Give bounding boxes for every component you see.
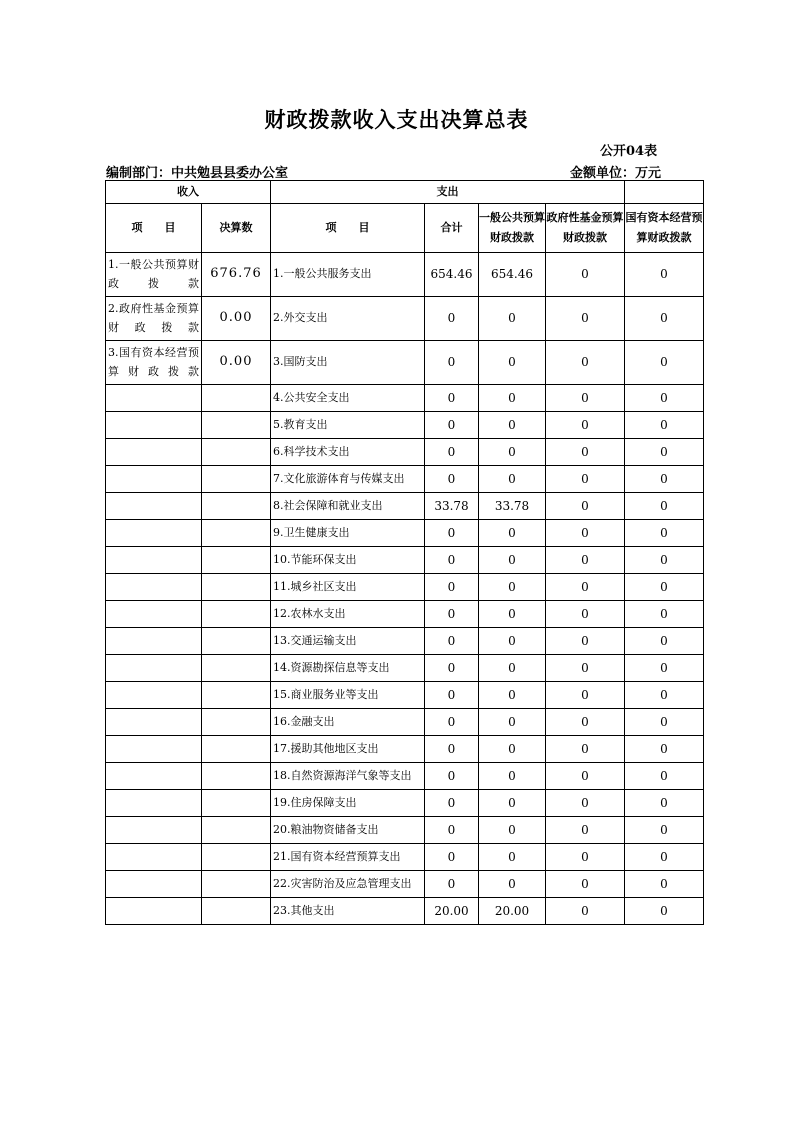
expense-gov-fund: 0 (546, 574, 625, 601)
expense-general-budget: 0 (479, 466, 546, 493)
empty-income-cell (106, 385, 202, 412)
expense-total: 0 (425, 871, 479, 898)
expense-state-capital: 0 (625, 547, 704, 574)
expense-header: 支出 (271, 181, 625, 204)
expense-total: 0 (425, 547, 479, 574)
expense-state-capital: 0 (625, 297, 704, 341)
expense-general-budget: 0 (479, 736, 546, 763)
expense-item-name: 8.社会保障和就业支出 (271, 493, 425, 520)
empty-income-cell (106, 655, 202, 682)
empty-income-value-cell (202, 844, 271, 871)
expense-gov-fund: 0 (546, 297, 625, 341)
expense-gov-fund: 0 (546, 520, 625, 547)
income-item-value: 0.00 (202, 341, 271, 385)
empty-income-value-cell (202, 466, 271, 493)
empty-income-cell (106, 412, 202, 439)
expense-general-budget: 0 (479, 439, 546, 466)
expense-state-capital: 0 (625, 682, 704, 709)
header-row-columns (106, 204, 704, 253)
empty-income-cell (106, 601, 202, 628)
expense-state-capital: 0 (625, 412, 704, 439)
income-item-name: 3.国有资本经营预算财政拨款 (106, 341, 202, 385)
empty-income-cell (106, 547, 202, 574)
expense-gov-fund: 0 (546, 844, 625, 871)
empty-income-value-cell (202, 601, 271, 628)
empty-income-value-cell (202, 385, 271, 412)
expense-general-budget: 0 (479, 297, 546, 341)
expense-state-capital: 0 (625, 601, 704, 628)
expense-state-capital: 0 (625, 493, 704, 520)
table-row (106, 385, 704, 412)
empty-income-cell (106, 844, 202, 871)
expense-gov-fund: 0 (546, 709, 625, 736)
table-row (106, 790, 704, 817)
table-row (106, 574, 704, 601)
total-header: 合计 (425, 204, 479, 253)
expense-state-capital: 0 (625, 655, 704, 682)
expense-gov-fund: 0 (546, 790, 625, 817)
expense-state-capital: 0 (625, 574, 704, 601)
expense-state-capital: 0 (625, 898, 704, 925)
expense-total: 0 (425, 601, 479, 628)
expense-gov-fund: 0 (546, 898, 625, 925)
expense-general-budget: 0 (479, 682, 546, 709)
expense-state-capital: 0 (625, 871, 704, 898)
form-number: 公开04表 (600, 144, 658, 159)
table-row (106, 763, 704, 790)
expense-state-capital: 0 (625, 736, 704, 763)
expense-gov-fund: 0 (546, 871, 625, 898)
expense-general-budget: 0 (479, 844, 546, 871)
table-row (106, 412, 704, 439)
expense-general-budget: 33.78 (479, 493, 546, 520)
blank-header-cell (625, 181, 704, 204)
expense-item-name: 14.资源勘探信息等支出 (271, 655, 425, 682)
table-row (106, 466, 704, 493)
expense-gov-fund: 0 (546, 253, 625, 297)
expense-item-name: 4.公共安全支出 (271, 385, 425, 412)
expense-item-name: 21.国有资本经营预算支出 (271, 844, 425, 871)
expense-item-name: 1.一般公共服务支出 (271, 253, 425, 297)
expense-state-capital: 0 (625, 520, 704, 547)
empty-income-value-cell (202, 790, 271, 817)
expense-general-budget: 0 (479, 341, 546, 385)
expense-total: 0 (425, 844, 479, 871)
expense-item-name: 5.教育支出 (271, 412, 425, 439)
empty-income-value-cell (202, 763, 271, 790)
expense-total: 0 (425, 628, 479, 655)
empty-income-value-cell (202, 493, 271, 520)
expense-state-capital: 0 (625, 466, 704, 493)
empty-income-value-cell (202, 655, 271, 682)
expense-total: 0 (425, 790, 479, 817)
empty-income-cell (106, 817, 202, 844)
expense-general-budget: 0 (479, 385, 546, 412)
empty-income-cell (106, 439, 202, 466)
table-row (106, 817, 704, 844)
expense-gov-fund: 0 (546, 817, 625, 844)
unit-label: 金额单位：万元 (570, 166, 662, 181)
expense-item-name: 13.交通运输支出 (271, 628, 425, 655)
expense-item-name: 15.商业服务业等支出 (271, 682, 425, 709)
empty-income-cell (106, 709, 202, 736)
expense-general-budget: 20.00 (479, 898, 546, 925)
income-item-header: 项 目 (106, 204, 202, 253)
empty-income-value-cell (202, 709, 271, 736)
expense-total: 33.78 (425, 493, 479, 520)
expense-total: 0 (425, 655, 479, 682)
gov-fund-header: 政府性基金预算财政拨款 (546, 204, 625, 253)
expense-item-name: 6.科学技术支出 (271, 439, 425, 466)
empty-income-cell (106, 574, 202, 601)
empty-income-cell (106, 736, 202, 763)
expense-general-budget: 0 (479, 763, 546, 790)
expense-state-capital: 0 (625, 439, 704, 466)
expense-total: 0 (425, 297, 479, 341)
expense-gov-fund: 0 (546, 493, 625, 520)
expense-item-name: 20.粮油物资储备支出 (271, 817, 425, 844)
general-budget-header: 一般公共预算财政拨款 (479, 204, 546, 253)
expense-gov-fund: 0 (546, 466, 625, 493)
expense-total: 0 (425, 682, 479, 709)
table-row (106, 898, 704, 925)
table-row (106, 871, 704, 898)
table-row (106, 709, 704, 736)
expense-total: 0 (425, 341, 479, 385)
expense-total: 0 (425, 385, 479, 412)
expense-item-name: 11.城乡社区支出 (271, 574, 425, 601)
empty-income-value-cell (202, 439, 271, 466)
table-row (106, 601, 704, 628)
expense-gov-fund: 0 (546, 439, 625, 466)
table-row (106, 844, 704, 871)
empty-income-value-cell (202, 412, 271, 439)
empty-income-cell (106, 493, 202, 520)
expense-item-name: 3.国防支出 (271, 341, 425, 385)
expense-state-capital: 0 (625, 763, 704, 790)
expense-state-capital: 0 (625, 709, 704, 736)
expense-state-capital: 0 (625, 385, 704, 412)
expense-total: 0 (425, 520, 479, 547)
expense-item-name: 16.金融支出 (271, 709, 425, 736)
page-title: 财政拨款收入支出决算总表 (264, 107, 529, 132)
expense-item-name: 19.住房保障支出 (271, 790, 425, 817)
expense-gov-fund: 0 (546, 385, 625, 412)
table-row (106, 520, 704, 547)
expense-general-budget: 0 (479, 655, 546, 682)
empty-income-value-cell (202, 871, 271, 898)
expense-state-capital: 0 (625, 844, 704, 871)
expense-total: 0 (425, 736, 479, 763)
expense-general-budget: 0 (479, 601, 546, 628)
table-row (106, 547, 704, 574)
expense-total: 0 (425, 439, 479, 466)
empty-income-value-cell (202, 574, 271, 601)
expense-item-name: 9.卫生健康支出 (271, 520, 425, 547)
income-item-name: 2.政府性基金预算财政拨款 (106, 297, 202, 341)
empty-income-cell (106, 898, 202, 925)
budget-table (105, 180, 704, 925)
expense-gov-fund: 0 (546, 736, 625, 763)
empty-income-cell (106, 628, 202, 655)
expense-total: 20.00 (425, 898, 479, 925)
table-row (106, 439, 704, 466)
empty-income-value-cell (202, 736, 271, 763)
expense-state-capital: 0 (625, 790, 704, 817)
expense-general-budget: 0 (479, 709, 546, 736)
expense-general-budget: 0 (479, 520, 546, 547)
empty-income-cell (106, 466, 202, 493)
department-label: 编制部门：中共勉县县委办公室 (106, 166, 289, 181)
expense-total: 0 (425, 709, 479, 736)
income-header: 收入 (106, 181, 271, 204)
expense-total: 0 (425, 763, 479, 790)
expense-item-name: 18.自然资源海洋气象等支出 (271, 763, 425, 790)
expense-general-budget: 0 (479, 817, 546, 844)
expense-general-budget: 0 (479, 790, 546, 817)
table-row (106, 253, 704, 297)
expense-item-name: 22.灾害防治及应急管理支出 (271, 871, 425, 898)
expense-gov-fund: 0 (546, 628, 625, 655)
expense-general-budget: 654.46 (479, 253, 546, 297)
expense-gov-fund: 0 (546, 341, 625, 385)
empty-income-cell (106, 682, 202, 709)
expense-item-name: 10.节能环保支出 (271, 547, 425, 574)
empty-income-cell (106, 520, 202, 547)
expense-gov-fund: 0 (546, 655, 625, 682)
expense-total: 0 (425, 412, 479, 439)
expense-gov-fund: 0 (546, 763, 625, 790)
expense-total: 0 (425, 466, 479, 493)
expense-state-capital: 0 (625, 253, 704, 297)
income-item-name: 1.一般公共预算财政拨款 (106, 253, 202, 297)
empty-income-value-cell (202, 898, 271, 925)
table-row (106, 628, 704, 655)
expense-general-budget: 0 (479, 628, 546, 655)
empty-income-cell (106, 763, 202, 790)
state-capital-header: 国有资本经营预算财政拨款 (625, 204, 704, 253)
expense-item-name: 12.农林水支出 (271, 601, 425, 628)
table-row (106, 682, 704, 709)
empty-income-value-cell (202, 628, 271, 655)
expense-total: 0 (425, 817, 479, 844)
empty-income-value-cell (202, 520, 271, 547)
expense-item-name: 23.其他支出 (271, 898, 425, 925)
expense-gov-fund: 0 (546, 412, 625, 439)
income-item-value: 0.00 (202, 297, 271, 341)
expense-item-header: 项 目 (271, 204, 425, 253)
expense-total: 654.46 (425, 253, 479, 297)
table-row (106, 341, 704, 385)
income-item-value: 676.76 (202, 253, 271, 297)
table-row (106, 655, 704, 682)
expense-item-name: 7.文化旅游体育与传媒支出 (271, 466, 425, 493)
expense-item-name: 17.援助其他地区支出 (271, 736, 425, 763)
expense-general-budget: 0 (479, 547, 546, 574)
empty-income-value-cell (202, 547, 271, 574)
final-amount-header: 决算数 (202, 204, 271, 253)
expense-state-capital: 0 (625, 341, 704, 385)
expense-state-capital: 0 (625, 628, 704, 655)
expense-item-name: 2.外交支出 (271, 297, 425, 341)
empty-income-value-cell (202, 682, 271, 709)
header-row-top (106, 181, 704, 204)
table-row (106, 297, 704, 341)
expense-general-budget: 0 (479, 412, 546, 439)
empty-income-value-cell (202, 817, 271, 844)
expense-total: 0 (425, 574, 479, 601)
expense-state-capital: 0 (625, 817, 704, 844)
expense-gov-fund: 0 (546, 682, 625, 709)
expense-general-budget: 0 (479, 574, 546, 601)
empty-income-cell (106, 871, 202, 898)
table-row (106, 736, 704, 763)
table-row (106, 493, 704, 520)
empty-income-cell (106, 790, 202, 817)
expense-gov-fund: 0 (546, 547, 625, 574)
expense-gov-fund: 0 (546, 601, 625, 628)
expense-general-budget: 0 (479, 871, 546, 898)
